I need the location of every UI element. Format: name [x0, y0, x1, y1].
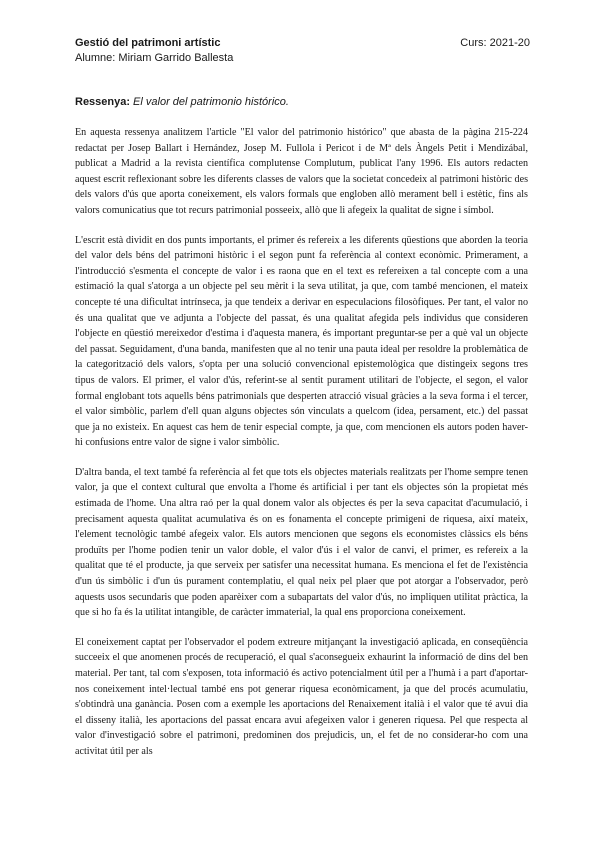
header-top-row	[75, 36, 530, 51]
paragraph-3: D'altra banda, el text també fa referència al fet que tots els objectes materials realitzats per l'home sempre tenen valor, ja que el context cultural que envolta a l'home és artificial i per tant els objectes són la propietat més estimada de l'home. Una altra raó per la qual donem valor als objectes és per la seva capacitat d'acumulació, i precisament aquesta qualitat acumulativa és on es fonamenta el concepte primigeni de riquesa, així mateix, l'element tecnològic també afegeix valor. Els autors mencionen que segons els economistes clàssics els béns produïts per l'home podien tenir un valor doble, el valor d'ús i el valor de canvi, el primer, es refereix a la qualitat que té el producte, ja que serveix per satisfer una necessitat humana. Es menciona el fet de l'existència d'un ús simbòlic i d'un ús purament contemplatiu, el qual neix pel plaer que pot atorgar a l'observador, però aquests usos secundaris que poden aparèixer com a subapartats del valor d'ús, no impliquen utilitat pràctica, la que si ho fa és la utilitat intangible, de caràcter immaterial, la qual ens proporciona coneixement.	[75, 466, 528, 619]
header-student-row	[75, 51, 530, 66]
review-label: Ressenya:	[75, 96, 131, 108]
review-body	[75, 125, 528, 774]
document-header	[75, 36, 530, 66]
review-heading	[75, 96, 289, 108]
paragraph-2: L'escrit està dividit en dos punts importants, el primer és refereix a les diferents qüestions que aborden la teoria del valor dels béns del patrimoni històric i el segon punt fa referència al context econòmic. Primerament, a l'introducció s'esmenta el concepte de valor i es raona que en el text es refereixen a tal concepte com a una estimació la qual s'atorga a un objecte pel seu mèrit i la seva utilitat, ja que, com també mencionen, el mateix concepte té una dificultat intrínseca, ja que tendeix a derivar en especulacions filosòfiques. Per tant, el valor no és una qualitat que ve adjunta a l'objecte del passat, és una qualitat afegida pels individus que consideren l'objecte en qüestió mereixedor d'estima i d'aquesta manera, és important preguntar-se per a què val un objecte del passat. Seguidament, d'una banda, manifesten que al no tenir una pauta ideal per resoldre la problemàtica de la categorització dels valors, s'opta per una solució convencional epistemològica que distingeix segons tres tipus de valors. El primer, el valor d'ús, referint-se al sentit purament utilitari de l'objecte, el segon, el valor formal englobant tots aquells béns patrimonials que desperten atracció visual gràcies a la seva forma i el tercer, el valor simbòlic, parlem d'ell quan alguns objectes són vinculats a quelcom (idea, persament, etc.) del passat que ja no existeix. En aquest cas hem de tenir especial compte, ja que, com mencionen els autors poden haver-hi confusions entre valor de signe i valor simbòlic.	[75, 234, 528, 449]
paragraph-4: El coneixement captat per l'observador el podem extreure mitjançant la investigació aplicada, en conseqüència succeeix el que anomenen procés de recuperació, el qual s'aconsegueix exhaurint la informació de dins del ben material. Per tant, tal com s'exposen, tota informació és activo potencialment útil per a l'humà i a part d'aportar-nos coneixement intel·lectual també ens pot generar riquesa econòmicament, ja que del procés acumulatiu, s'obtindrà una ganància. Posen com a exemple les aportacions del Renaixement italià i el valor que té avui dia el disseny italià, les aportacions del passat encara avui afegeixen valor i generen riquesa. Pel que respecta al valor d'investigació sobre el patrimoni, predominen dos prejudicis, un, el fet de no considerar-ho com una activitat útil per als	[75, 636, 528, 757]
review-work-title: El valor del patrimonio histórico.	[133, 96, 289, 108]
student-name: Alumne: Miriam Garrido Ballesta	[75, 52, 234, 64]
course-title: Gestió del patrimoni artístic	[75, 37, 221, 49]
course-year: Curs: 2021-20	[460, 37, 530, 49]
paragraph-1: En aquesta ressenya analitzem l'article "El valor del patrimonio histórico" que abasta de la pàgina 215-224 redactat per Josep Ballart i Hernández, Josep M. Fullola i Pericot i de Mª dels Àngels Petit i Mendizábal, publicat a Madrid a la revista científica complutense Complutum, publicat l'any 1996. Els autors redacten aquest escrit reflexionant sobre les diferents classes de valors que la societat concedeix al patrimoni històric des dels valors d'ús que aporta coneixement, els valors formals que engloben allò merament bell i estètic, fins als valors comunicatius que tot recurs patrimonial posseeix, allò que li afegeix la qualitat de signe i símbol.	[75, 127, 528, 216]
